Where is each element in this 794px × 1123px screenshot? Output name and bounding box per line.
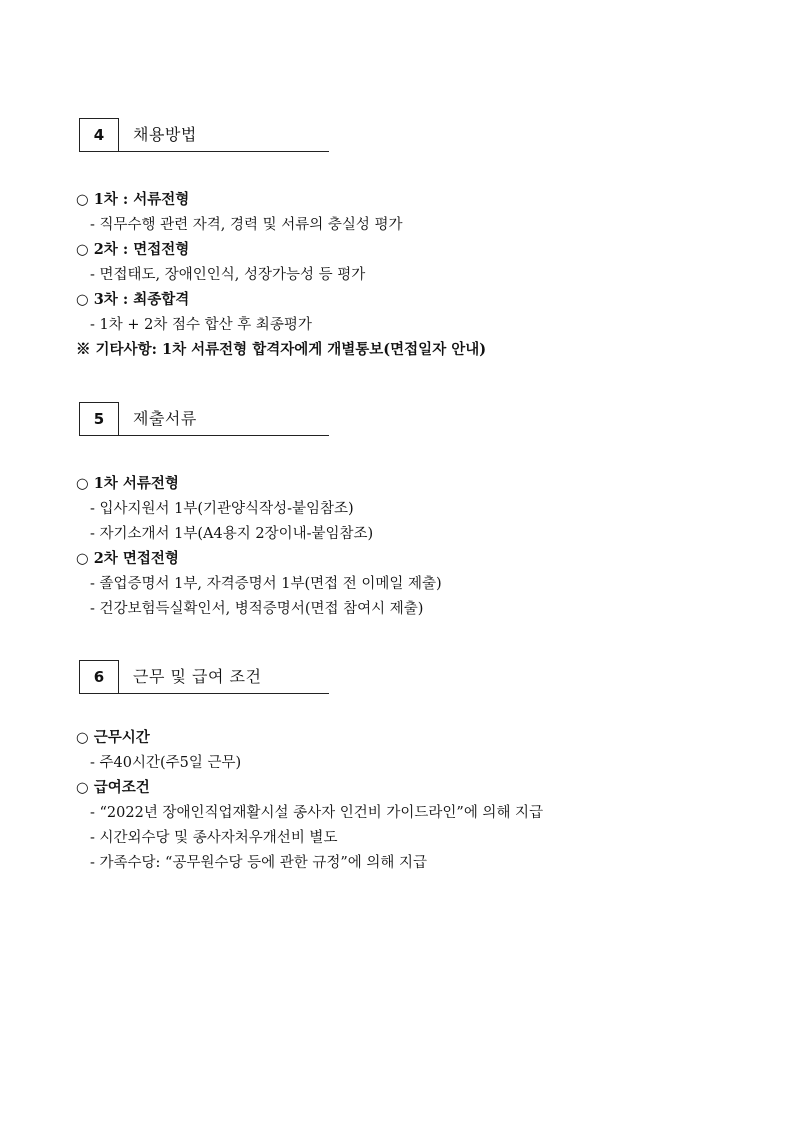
list-item: ○ 1차 서류전형 [76, 475, 179, 492]
section-number: 5 [79, 402, 119, 436]
list-item: ○ 1차 : 서류전형 [76, 191, 190, 208]
list-item: - 건강보험득실확인서, 병적증명서(면접 참여시 제출) [90, 601, 424, 617]
list-item: - 가족수당: “공무원수당 등에 관한 규정”에 의해 지급 [90, 855, 428, 871]
section-underline [119, 693, 329, 694]
list-item: ○ 급여조건 [76, 779, 150, 796]
section-underline [119, 151, 329, 152]
list-item: - 자기소개서 1부(A4용지 2장이내-붙임참조) [90, 526, 374, 542]
list-item: - 직무수행 관련 자격, 경력 및 서류의 충실성 평가 [90, 217, 403, 233]
section-header [79, 660, 329, 696]
section-header [79, 118, 329, 154]
list-item: ○ 3차 : 최종합격 [76, 291, 190, 308]
list-item: - “2022년 장애인직업재활시설 종사자 인건비 가이드라인”에 의해 지급 [90, 805, 544, 821]
section-title: 근무 및 급여 조건 [133, 667, 262, 686]
list-item: - 시간외수당 및 종사자처우개선비 별도 [90, 830, 338, 846]
section-title: 제출서류 [133, 409, 197, 428]
section-title: 채용방법 [133, 125, 197, 144]
list-item: - 1차 + 2차 점수 합산 후 최종평가 [90, 317, 312, 333]
list-item: ○ 근무시간 [76, 729, 150, 746]
list-item: - 주40시간(주5일 근무) [90, 755, 242, 771]
list-item: - 입사지원서 1부(기관양식작성-붙임참조) [90, 501, 354, 517]
list-item: - 졸업증명서 1부, 자격증명서 1부(면접 전 이메일 제출) [90, 576, 442, 592]
list-item: ○ 2차 면접전형 [76, 550, 179, 567]
section-header [79, 402, 329, 438]
section-number: 4 [79, 118, 119, 152]
note-item: ※ 기타사항: 1차 서류전형 합격자에게 개별통보(면접일자 안내) [76, 341, 487, 358]
list-item: - 면접태도, 장애인인식, 성장가능성 등 평가 [90, 267, 366, 283]
section-underline [119, 435, 329, 436]
list-item: ○ 2차 : 면접전형 [76, 241, 190, 258]
section-number: 6 [79, 660, 119, 694]
